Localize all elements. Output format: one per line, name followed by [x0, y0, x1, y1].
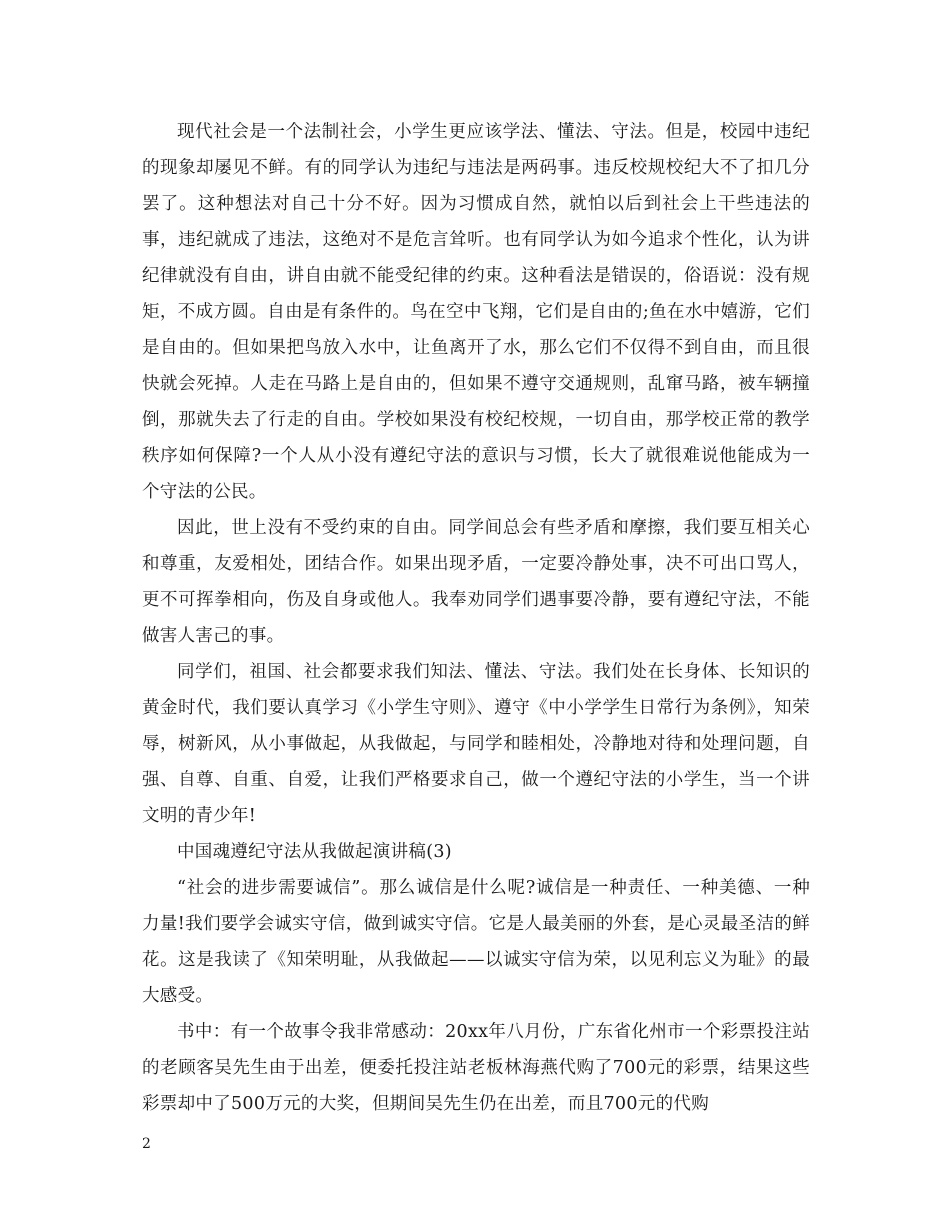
- paragraph-call-to-action: 同学们，祖国、社会都要求我们知法、懂法、守法。我们处在长身体、长知识的黄金时代，我们要认真学习《小学生守则》、遵守《中小学学生日常行为条例》，知荣辱，树新风，从小事做起，从我做起，与同学和睦相处，冷静地对待和处理问题，自强、自尊、自重、自爱，让我们严格要求自己，做一个遵纪守法的小学生，当一个讲文明的青少年!: [142, 662, 810, 826]
- page-number: 2: [142, 1136, 151, 1152]
- paragraph-honesty: “社会的进步需要诚信”。那么诚信是什么呢?诚信是一种责任、一种美德、一种力量!我们要学会诚实守信，做到诚实守信。它是人最美丽的外套，是心灵最圣洁的鲜花。这是我读了《知荣明耻，从我做起——以诚实守信为荣，以见利忘义为耻》的最大感受。: [142, 878, 810, 1006]
- section-heading: 中国魂遵纪守法从我做起演讲稿(3): [177, 842, 452, 862]
- document-body: [142, 114, 810, 1122]
- paragraph-lottery-story: 书中：有一个故事令我非常感动：20xx年八月份，广东省化州市一个彩票投注站的老顾客吴先生由于出差，便委托投注站老板林海燕代购了700元的彩票，结果这些彩票却中了500万元的大奖，但期间吴先生仍在出差，而且700元的代购: [142, 1022, 810, 1114]
- paragraph-discipline-and-freedom: 现代社会是一个法制社会，小学生更应该学法、懂法、守法。但是，校园中违纪的现象却屡见不鲜。有的同学认为违纪与违法是两码事。违反校规校纪大不了扣几分罢了。这种想法对自己十分不好。因为习惯成自然，就怕以后到社会上干些违法的事，违纪就成了违法，这绝对不是危言耸听。也有同学认为如今追求个性化，认为讲纪律就没有自由，讲自由就不能受纪律的约束。这种看法是错误的，俗语说：没有规矩，不成方圆。自由是有条件的。鸟在空中飞翔，它们是自由的;鱼在水中嬉游，它们是自由的。但如果把鸟放入水中，让鱼离开了水，那么它们不仅得不到自由，而且很快就会死掉。人走在马路上是自由的，但如果不遵守交通规则，乱窜马路，被车辆撞倒，那就失去了行走的自由。学校如果没有校纪校规，一切自由，那学校正常的教学秩序如何保障?一个人从小没有遵纪守法的意识与习惯，长大了就很难说他能成为一个守法的公民。: [142, 122, 810, 502]
- paragraph-mutual-respect: 因此，世上没有不受约束的自由。同学间总会有些矛盾和摩擦，我们要互相关心和尊重，友爱相处，团结合作。如果出现矛盾，一定要冷静处事，决不可出口骂人，更不可挥拳相向，伤及自身或他人。我奉劝同学们遇事要冷静，要有遵纪守法，不能做害人害己的事。: [142, 518, 810, 646]
